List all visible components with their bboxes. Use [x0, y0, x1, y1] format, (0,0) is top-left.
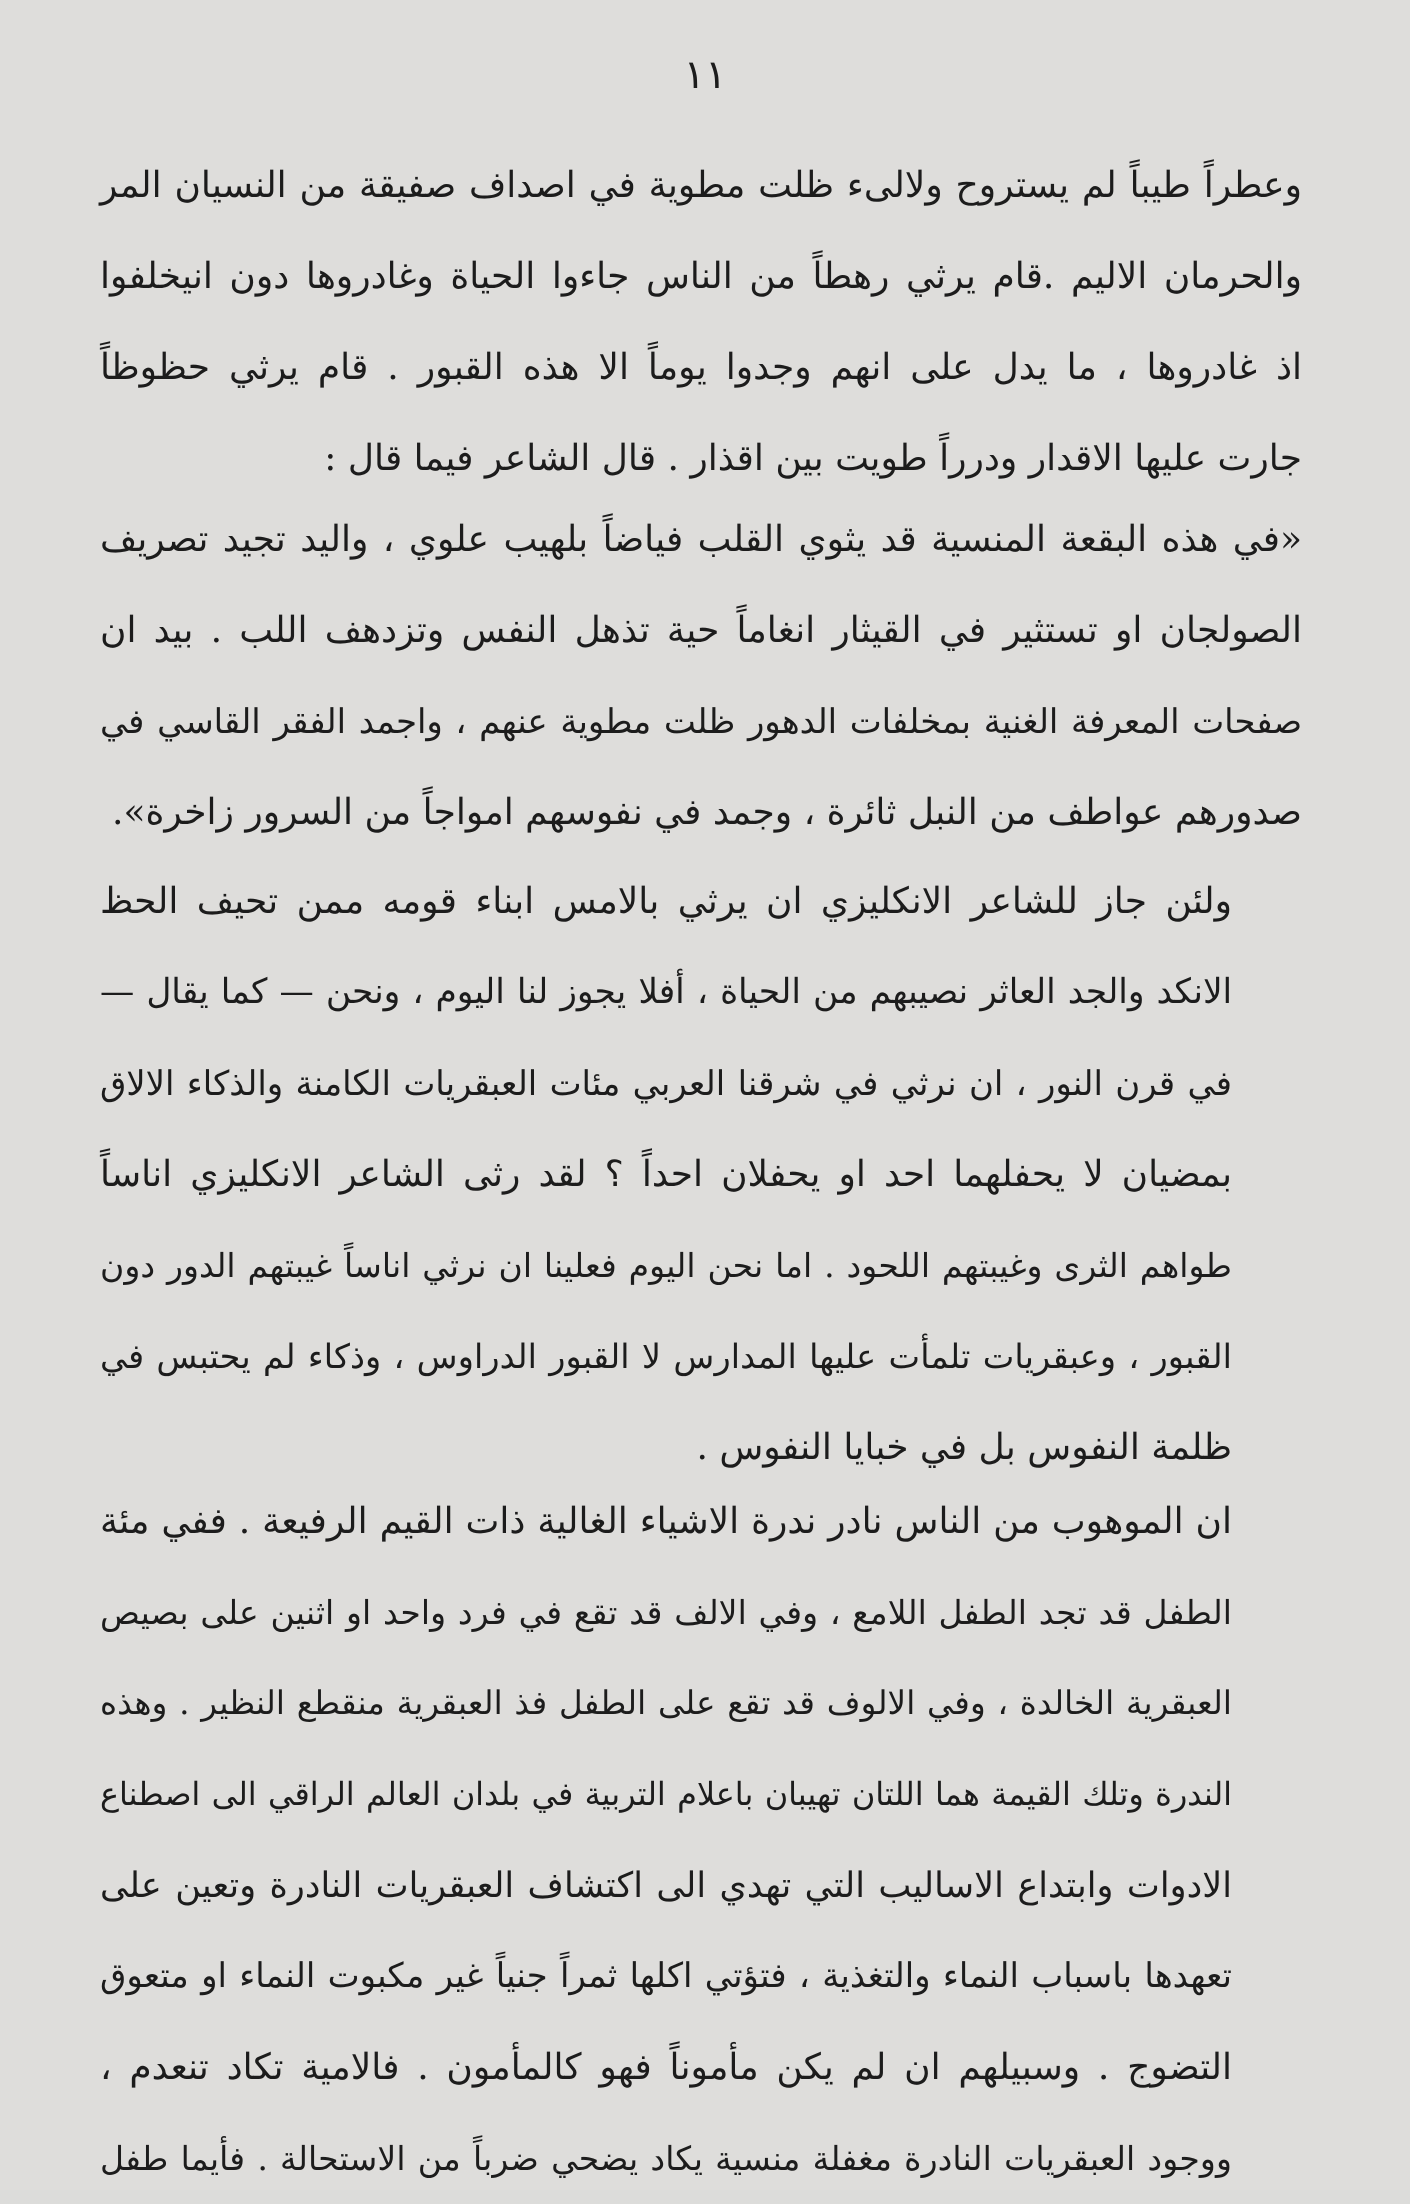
text-line: الصولجان او تستثير في القيثار انغاماً حية تذهل النفس وتزدهف اللب . بيد ان	[100, 610, 1302, 651]
page-number: ١١	[683, 52, 727, 98]
paragraph-1	[100, 140, 1302, 504]
text-line: جارت عليها الاقدار ودرراً طويت بين اقذار . قال الشاعر فيما قال :	[324, 438, 1302, 479]
text-line: الانكد والجد العاثر نصيبهم من الحياة ، أفلا يجوز لنا اليوم ، ونحن — كما يقال —	[100, 972, 1232, 1012]
paragraph-2-quote	[100, 494, 1302, 858]
text-line: الندرة وتلك القيمة هما اللتان تهيبان باعلام التربية في بلدان العالم الراقي الى اصطناع	[100, 1775, 1232, 1813]
text-line: في قرن النور ، ان نرثي في شرقنا العربي مئات العبقريات الكامنة والذكاء الالاق	[100, 1064, 1232, 1103]
text-line: صفحات المعرفة الغنية بمخلفات الدهور ظلت مطوية عنهم ، واجمد الفقر القاسي في	[100, 702, 1302, 741]
text-line: الطفل قد تجد الطفل اللامع ، وفي الالف قد تقع في فرد واحد او اثنين على بصيص	[100, 1593, 1232, 1632]
text-line: ان الموهوب من الناس نادر ندرة الاشياء الغالية ذات القيم الرفيعة . ففي مئة	[100, 1501, 1232, 1542]
text-line: بمضيان لا يحفلهما احد او يحفلان احداً ؟ لقد رثى الشاعر الانكليزي اناساً	[100, 1154, 1232, 1195]
text-line: ظلمة النفوس بل في خبايا النفوس .	[696, 1427, 1232, 1468]
text-line: طواهم الثرى وغيبتهم اللحود . اما نحن اليوم فعلينا ان نرثي اناساً غيبتهم الدور دون	[100, 1246, 1232, 1285]
text-line: الادوات وابتداع الاساليب التي تهدي الى اكتشاف العبقريات النادرة وتعين على	[100, 1865, 1232, 1906]
text-line: القبور ، وعبقريات تلمأت عليها المدارس لا القبور الدراوس ، وذكاء لم يحتبس في	[100, 1337, 1232, 1376]
text-line: ووجود العبقريات النادرة مغفلة منسية يكاد يضحي ضرباً من الاستحالة . فأيما طفل	[100, 2139, 1232, 2178]
text-line: صدورهم عواطف من النبل ثائرة ، وجمد في نفوسهم امواجاً من السرور زاخرة».	[112, 792, 1302, 833]
text-line: تعهدها باسباب النماء والتغذية ، فتؤتي اكلها ثمراً جنياً غير مكبوت النماء او متعوق	[100, 1956, 1232, 1996]
text-line: العبقرية الخالدة ، وفي الالوف قد تقع على الطفل فذ العبقرية منقطع النظير . وهذه	[100, 1684, 1232, 1722]
paragraph-4	[100, 1476, 1302, 2204]
text-line: ولئن جاز للشاعر الانكليزي ان يرثي بالامس ابناء قومه ممن تحيف الحظ	[100, 881, 1232, 922]
paragraph-3	[100, 856, 1302, 1493]
text-line: «في هذه البقعة المنسية قد يثوي القلب فياضاً بلهيب علوي ، واليد تجيد تصريف	[100, 519, 1302, 560]
text-line: التضوج . وسبيلهم ان لم يكن مأموناً فهو كالمأمون . فالامية تكاد تنعدم ،	[100, 2047, 1232, 2088]
text-line: وعطراً طيباً لم يستروح ولالىء ظلت مطوية في اصداف صفيقة من النسيان المر	[100, 165, 1302, 206]
text-line: والحرمان الاليم .قام يرثي رهطاً من الناس جاءوا الحياة وغادروها دون انيخلفوا	[100, 256, 1302, 297]
text-line: اذ غادروها ، ما يدل على انهم وجدوا يوماً الا هذه القبور . قام يرثي حظوظاً	[100, 347, 1302, 388]
